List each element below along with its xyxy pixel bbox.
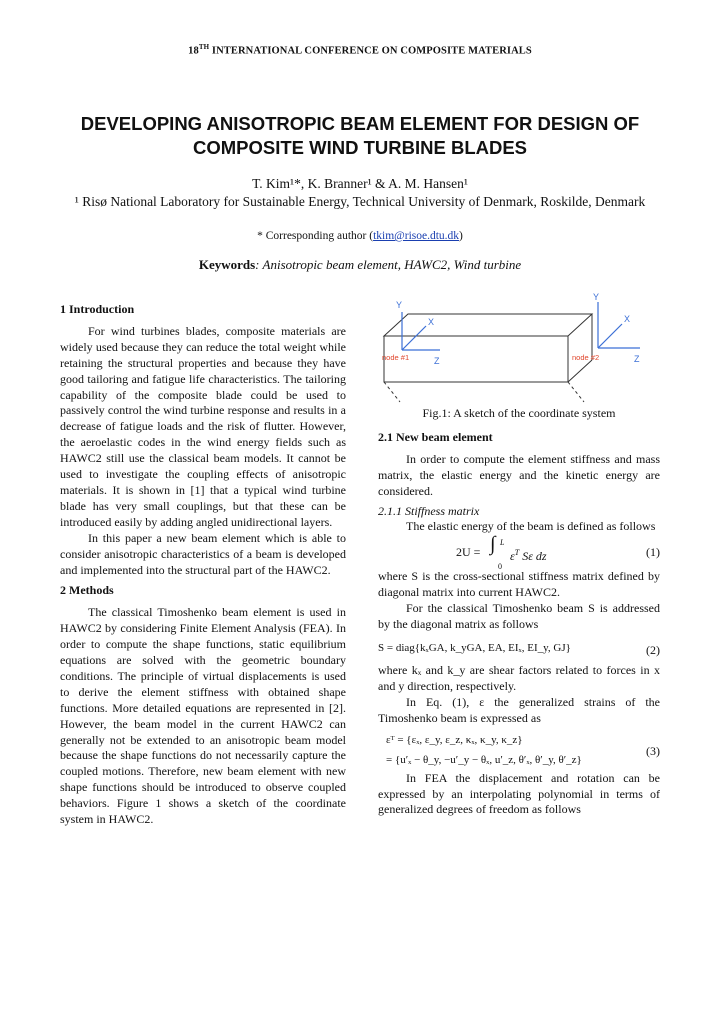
x-axis-label-1: X — [428, 317, 435, 327]
conference-header — [0, 43, 720, 57]
equation-1-transpose: T — [514, 548, 520, 558]
equation-2 — [378, 633, 660, 663]
new-beam-paragraph-6: In Eq. (1), ε the generalized strains of the Timoshenko beam is expressed as — [378, 694, 660, 725]
corresponding-suffix: ) — [459, 230, 463, 242]
equation-2-body: S = diag{kₓGA, k_yGA, EA, EIₓ, EI_y, GJ} — [378, 641, 571, 654]
y-axis-label-2: Y — [593, 292, 600, 302]
right-column — [378, 292, 660, 818]
x-axis-label-2: X — [624, 314, 631, 324]
left-column — [60, 302, 346, 828]
integral-sign: ∫ — [490, 533, 496, 556]
equation-3-number: (3) — [646, 743, 660, 758]
z-axis-label-1: Z — [434, 356, 440, 366]
node-1-label: node #1 — [382, 353, 410, 362]
keywords — [0, 257, 720, 273]
equation-2-number: (2) — [646, 642, 660, 657]
y-axis-label-1: Y — [396, 300, 403, 310]
corresponding-prefix: * Corresponding author ( — [257, 230, 374, 242]
header-superscript: TH — [198, 43, 210, 51]
equation-3 — [378, 727, 660, 771]
equation-1-number: (1) — [646, 545, 660, 560]
equation-3-line-2: = {u′ₓ − θ_y, −u′_y − θₓ, u′_z, θ′ₓ, θ′_y, θ′_z} — [386, 753, 582, 766]
title-line-2: COMPOSITE WIND TURBINE BLADES — [192, 137, 528, 158]
coordinate-system-figure — [378, 292, 660, 404]
new-beam-paragraph-2: The elastic energy of the beam is defined as follows — [406, 519, 656, 534]
stiffness-subheading: 2.1.1 Stiffness matrix — [378, 503, 480, 518]
equation-1-epsilon: ε — [510, 549, 515, 564]
keywords-label: Keywords — [198, 257, 256, 272]
intro-paragraph-1: For wind turbines blades, composite materials are widely used because they can reduce the total weight while retaining the structural properties and because they have good tailoring and fatigue life characteristics. The tailoring capability of the composite blade could be used to passively control the wind turbine response and results in a decrease of fatigue loads and the risk of flutter. However, the aeroelastic codes in the wind energy fields such as HAWC2 still use the classical beam models. It cannot be used to investigate the coupling effects of anisotropic materials. It is shown in [1] that a typical wind turbine blade has very small couplings, but that these can be introduced easily by adding angled unidirectional layers. — [60, 323, 346, 529]
new-beam-paragraph-1: In order to compute the element stiffness and mass matrix, the elastic energy and the kinetic energy are considered. — [378, 451, 660, 498]
intro-paragraph-2: In this paper a new beam element which is able to consider anisotropic characteristics of a beam is developed and implemented into the structural part of the HAWC2. — [60, 530, 346, 577]
new-beam-paragraph-4: For the classical Timoshenko beam S is addressed by the diagonal matrix as follows — [378, 601, 660, 632]
figure-caption: Fig.1: A sketch of the coordinate system — [422, 406, 616, 420]
paper-title — [40, 112, 680, 160]
equation-1-rest: Sε dz — [519, 549, 547, 564]
new-beam-paragraph-5: where kₓ and k_y are shear factors related to forces in x and y direction, respectively. — [378, 662, 660, 693]
equation-1-body — [510, 545, 547, 565]
new-beam-heading: 2.1 New beam element — [378, 429, 493, 444]
coordinate-system-sketch — [378, 292, 660, 404]
z-axis-label-2: Z — [634, 354, 640, 364]
title-line-1: DEVELOPING ANISOTROPIC BEAM ELEMENT FOR DESIGN OF — [80, 113, 640, 134]
corresponding-author — [0, 230, 720, 242]
integral-lower-limit: 0 — [498, 562, 502, 572]
node-2-label: node #2 — [572, 353, 600, 362]
methods-heading: 2 Methods — [60, 583, 114, 598]
new-beam-paragraph-3: where S is the cross-sectional stiffness matrix defined by diagonal matrix into current HAWC2. — [378, 569, 660, 600]
intro-heading: 1 Introduction — [60, 302, 135, 316]
email-link[interactable]: tkim@risoe.dtu.dk — [373, 230, 460, 242]
equation-1-lhs: 2U = — [456, 545, 481, 560]
authors: T. Kim¹*, K. Branner¹ & A. M. Hansen¹ — [252, 176, 468, 191]
header-ordinal: 18 — [188, 45, 199, 57]
equation-1 — [378, 533, 660, 572]
keywords-text: : Anisotropic beam element, HAWC2, Wind turbine — [255, 257, 522, 272]
equation-3-line-1: εᵀ = {εₓ, ε_y, ε_z, κₓ, κ_y, κ_z} — [386, 733, 523, 746]
new-beam-paragraph-7: In FEA the displacement and rotation can be expressed by an interpolating polynomial in terms of generalized degrees of freedom as follows — [378, 770, 660, 817]
integral-upper-limit: L — [500, 538, 505, 548]
header-text: INTERNATIONAL CONFERENCE ON COMPOSITE MATERIALS — [209, 45, 532, 57]
affiliation: ¹ Risø National Laboratory for Sustainable Energy, Technical University of Denmark, Roskilde, Denmark — [74, 194, 646, 209]
methods-paragraph-1: The classical Timoshenko beam element is used in HAWC2 by considering Finite Element Analysis (FEA). In order to compute the shape functions, static equilibrium equations are solved with the geometric boundary conditions. The principle of virtual displacements is used to derive the element stiffness with obtained shape functions. More detailed equations are represented in [2]. However, the beam model in the current HAWC2 can generally not be extended to an anisotropic beam model because the shape functions do not necessarily capture the coupled motions. Therefore, new beam element with new shape functions should be introduced to observe coupled behaviors. Figure 1 shows a sketch of the coordinate system in HAWC2. — [60, 605, 346, 827]
